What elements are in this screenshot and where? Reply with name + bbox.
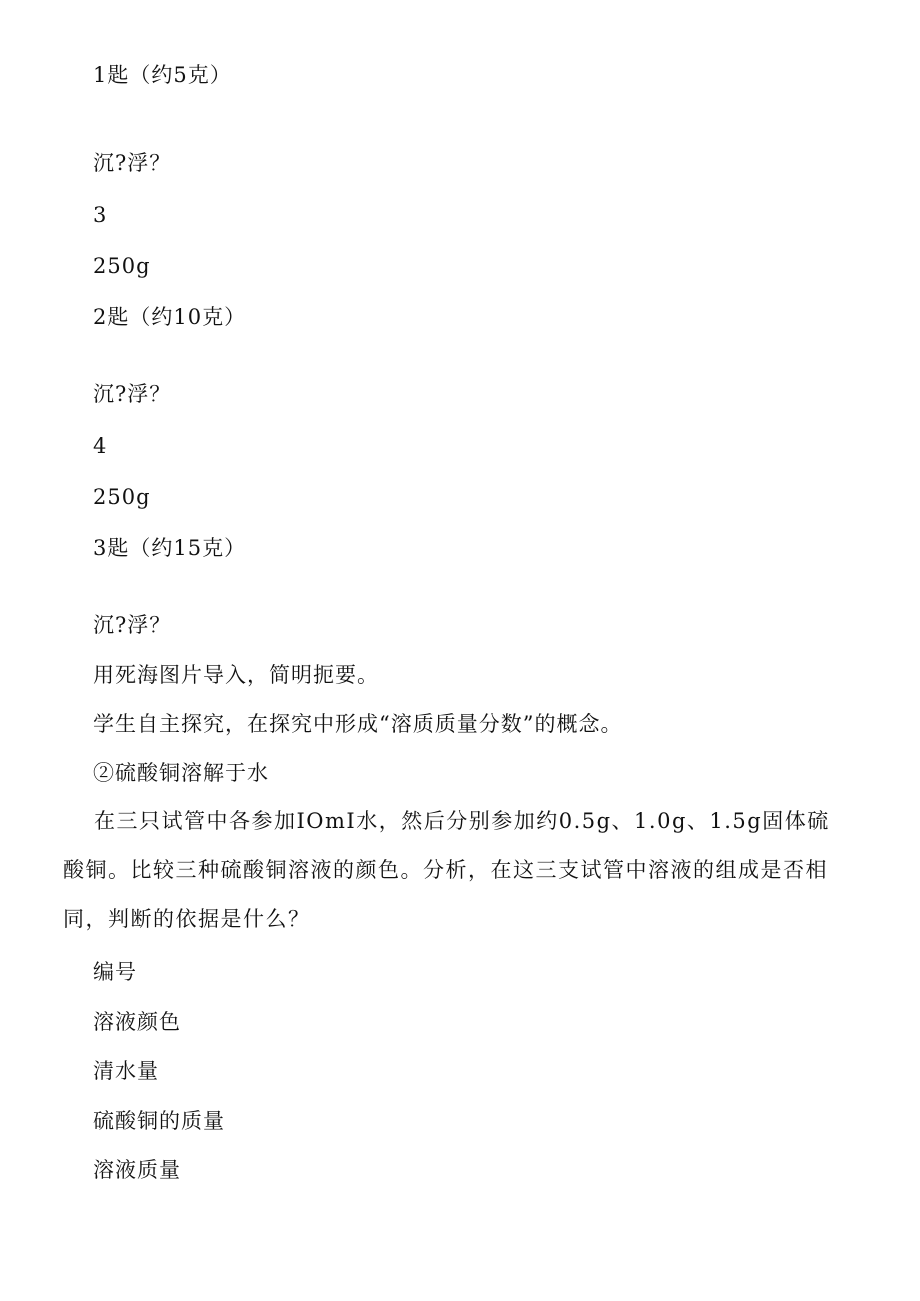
table-header-cell: 硫酸铜的质量 [93,1109,225,1133]
text-line: 4 [93,434,108,458]
text-line: 沉?浮？ [93,382,172,406]
table-header-cell: 清水量 [93,1059,159,1083]
section-heading: ②硫酸铜溶解于水 [93,761,269,785]
text-line: 250g [93,254,151,278]
text-line: 2匙（约10克） [93,305,247,329]
text-line: 3 [93,203,108,227]
text-line: 沉?浮？ [93,613,172,637]
text-line: 250g [93,485,151,509]
table-header-cell: 溶液颜色 [93,1010,181,1034]
table-header-cell: 溶液质量 [93,1158,181,1182]
text-line: 沉?浮？ [93,151,172,175]
table-header-cell: 编号 [93,960,137,984]
text-line: 用死海图片导入，简明扼要。 [93,663,379,687]
text-line: 1匙（约5克） [93,63,232,87]
text-line: 学生自主探究，在探究中形成“溶质质量分数”的概念。 [93,712,623,736]
experiment-paragraph: 在三只试管中各参加IOmI水，然后分别参加约0.5g、1.0g、1.5g固体硫酸铜。比较三种硫酸铜溶液的颜色。分析，在这三支试管中溶液的组成是否相同，判断的依据是什么？ [63,809,830,931]
text-line: 3匙（约15克） [93,536,247,560]
